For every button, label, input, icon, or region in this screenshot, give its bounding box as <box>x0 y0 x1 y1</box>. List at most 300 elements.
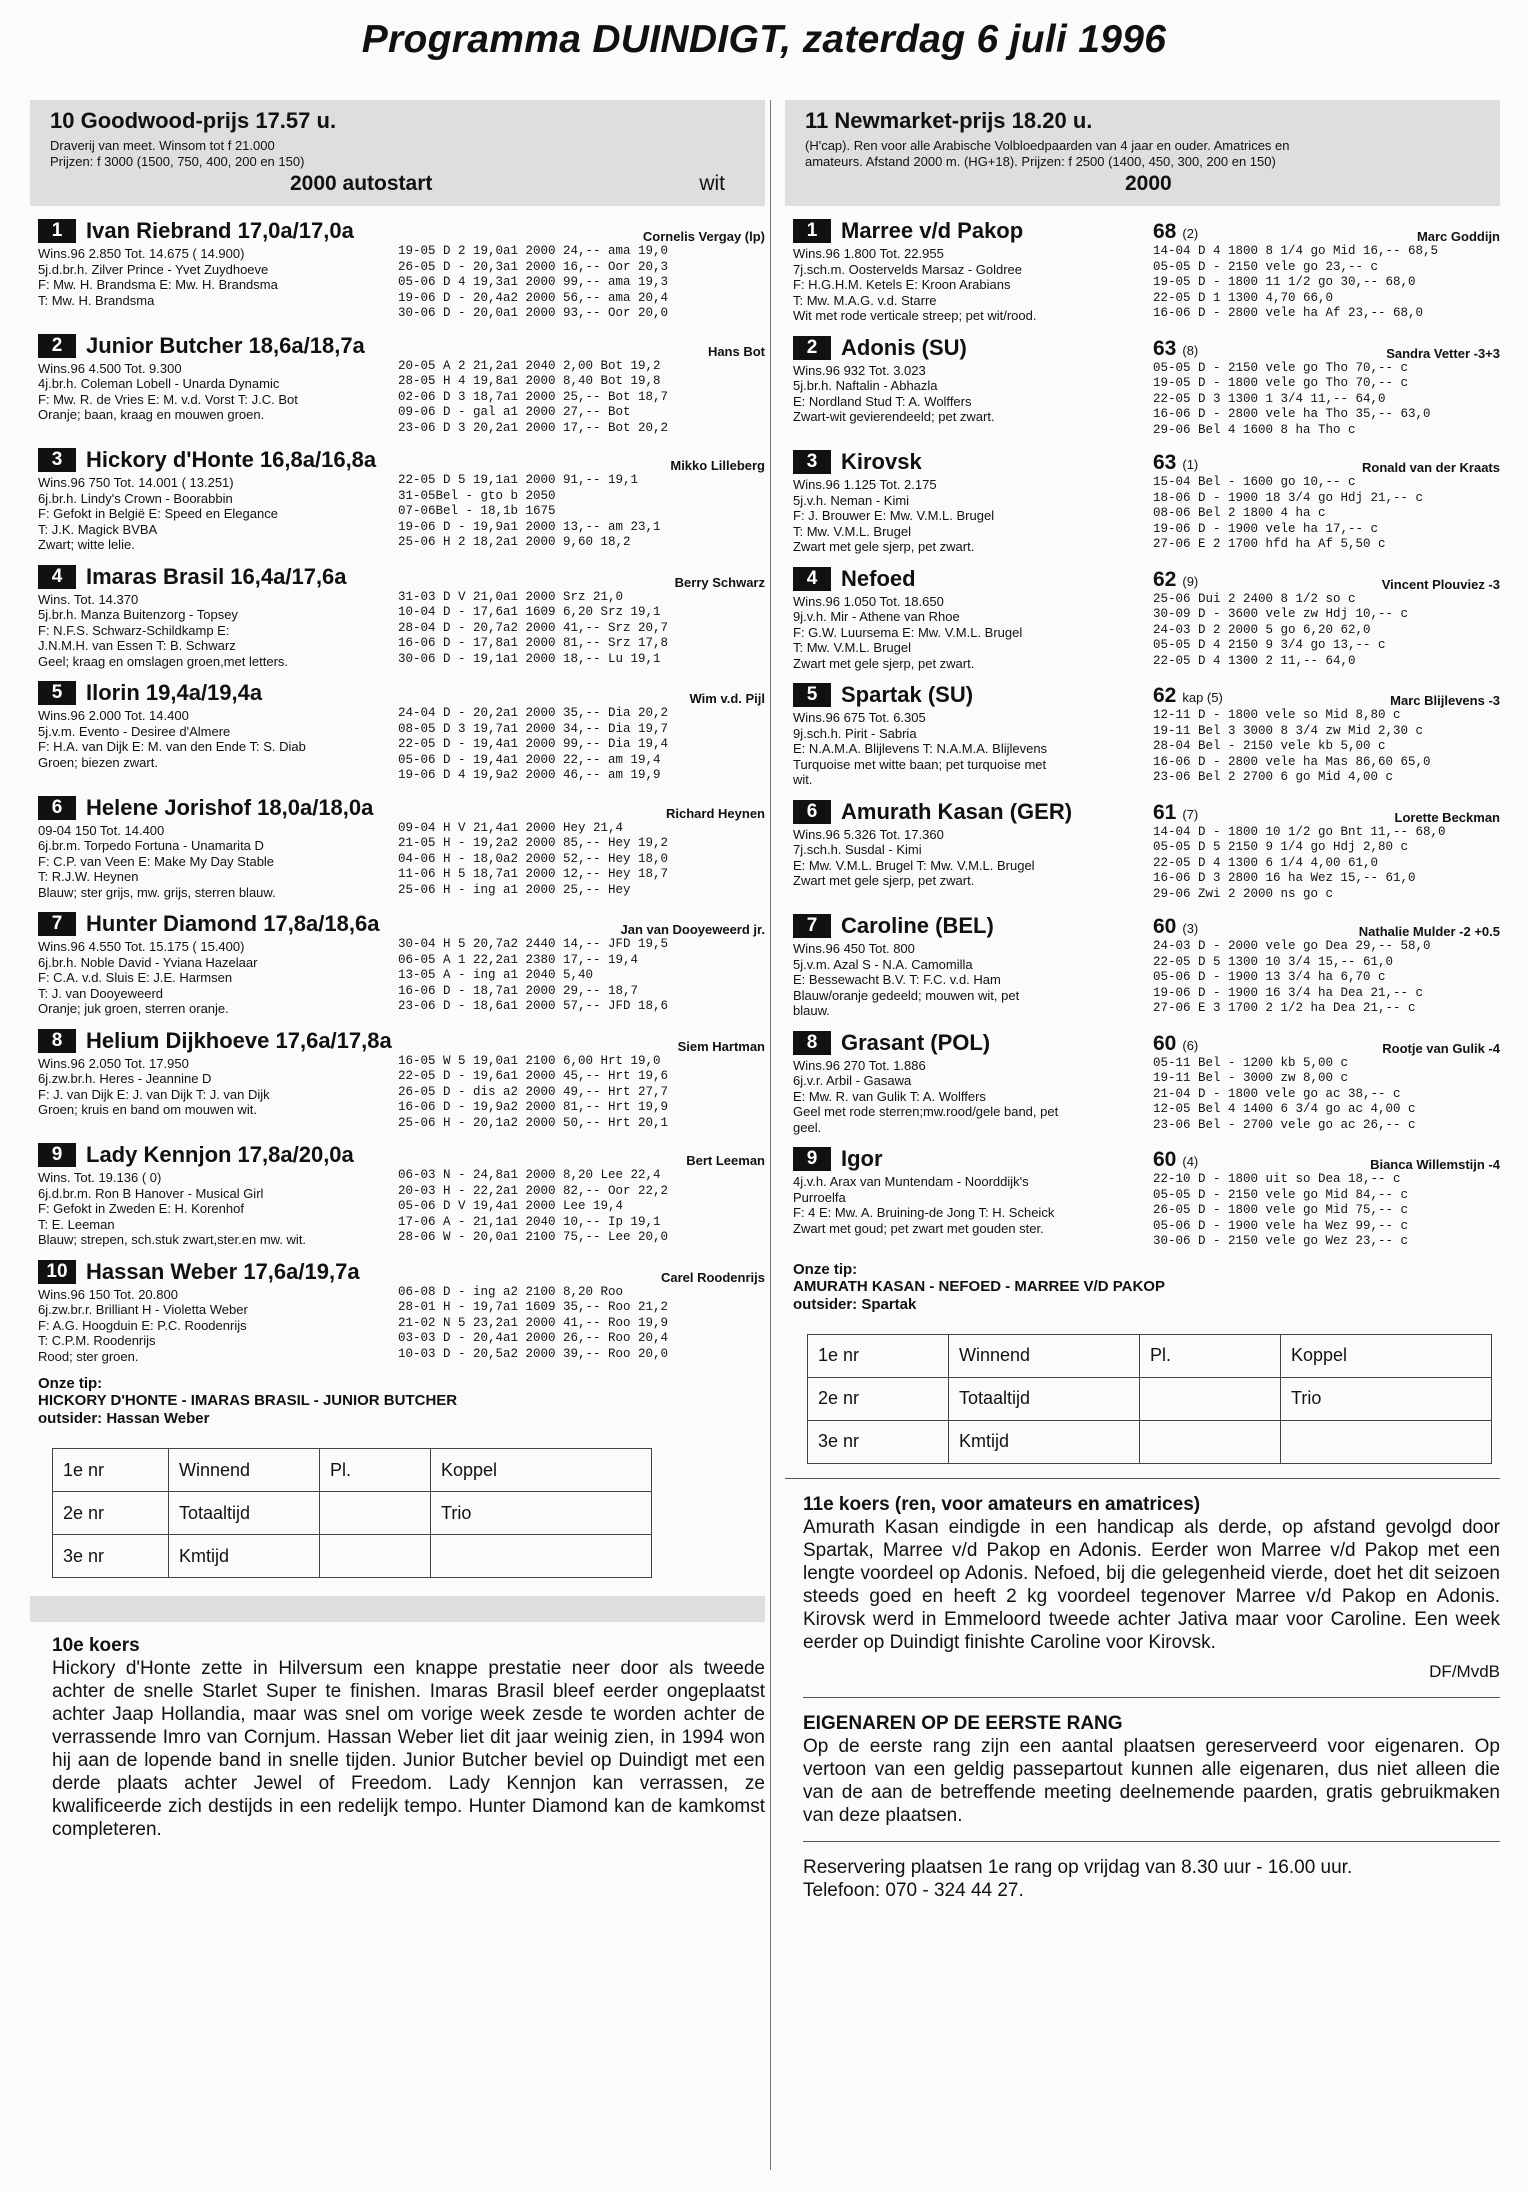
form-line: 22-10 D - 1800 uit so Dea 18,-- c <box>1153 1172 1401 1186</box>
horse-detail-line: Zwart-wit gevierendeeld; pet zwart. <box>793 409 995 424</box>
horse-number-badge: 4 <box>793 567 831 591</box>
horse-details <box>38 1170 398 1248</box>
horse-name: Imaras Brasil 16,4a/17,6a <box>86 563 347 589</box>
form-line: 30-04 H 5 20,7a2 2440 14,-- JFD 19,5 <box>398 937 669 951</box>
form-line: 04-06 H - 18,0a2 2000 52,-- Hey 18,0 <box>398 851 669 866</box>
rider-name: Rootje van Gulik -4 <box>1382 1040 1500 1056</box>
horse-detail-line: Wins.96 4.500 Tot. 9.300 <box>38 360 182 376</box>
form-line: 29-06 Zwi 2 2000 ns go c <box>1153 886 1334 901</box>
horse-rating <box>1153 1032 1198 1056</box>
horse-rating <box>1153 801 1198 825</box>
race-11-conditions: (H'cap). Ren voor alle Arabische Volbloedpaarden van 4 jaar en ouder. Amatrices en amateurs. Afstand 2000 m. (HG+18). Prijzen: f 2500 (1400, 450, 300, 200 en 150) <box>805 138 1290 169</box>
form-line: 26-05 D - 1800 vele go Mid 75,-- c <box>1153 1203 1409 1217</box>
horse-header <box>38 911 398 937</box>
divider <box>803 1841 1500 1842</box>
form-line: 14-04 D 4 1800 8 1/4 go Mid 16,-- 68,5 <box>1153 244 1439 258</box>
form-line: 05-05 D 5 2150 9 1/4 go Hdj 2,80 c <box>1153 840 1409 854</box>
form-line: 05-11 Bel - 1200 kb 5,00 c <box>1153 1055 1349 1070</box>
horse-detail-line: F: Mw. R. de Vries E: M. v.d. Vorst T: J.C. Bot <box>38 391 298 407</box>
form-line: 12-05 Bel 4 1400 6 3/4 go ac 4,00 c <box>1153 1102 1416 1116</box>
horse-number-badge: 6 <box>793 800 831 824</box>
horse-form <box>398 447 765 553</box>
horse-detail-line: Blauw; strepen, sch.stuk zwart,ster.en mw. wit. <box>38 1232 307 1247</box>
horse-number-badge: 6 <box>38 796 76 820</box>
horse-info <box>38 447 398 553</box>
form-line: 30-06 D - 20,0a1 2000 93,-- Oor 20,0 <box>398 306 669 320</box>
horse-detail-line: E: Nordland Stud T: A. Wolffers <box>793 393 972 409</box>
form-line: 12-11 D - 1800 vele so Mid 8,80 c <box>1153 708 1401 722</box>
horse-detail-line: T: Mw. H. Brandsma <box>38 292 155 308</box>
horse-detail-line: 6j.zw.br.h. Heres - Jeannine D <box>38 1071 212 1086</box>
form-line: 16-06 D - 19,9a2 2000 81,-- Hrt 19,9 <box>398 1100 669 1114</box>
horse-rating <box>1153 568 1198 592</box>
form-line: 22-05 D 3 1300 1 3/4 11,-- 64,0 <box>1153 391 1386 406</box>
form-line: 26-05 D - dis a2 2000 49,-- Hrt 27,7 <box>398 1084 669 1099</box>
horse-detail-line: 9j.v.h. Mir - Athene van Rhoe <box>793 609 960 624</box>
race-11-review-title: 11e koers (ren, voor amateurs en amatrices) <box>803 1493 1201 1515</box>
horse-detail-line: Rood; ster groen. <box>38 1348 139 1364</box>
horse-header <box>38 333 398 359</box>
horse-number-badge: 7 <box>38 912 76 936</box>
horse-info <box>38 680 398 784</box>
rating-value: 60 <box>1153 1148 1177 1171</box>
horse-number-badge: 2 <box>38 334 76 358</box>
horse-number-badge: 10 <box>38 1260 76 1284</box>
horse-entry <box>38 218 765 322</box>
horse-name: Caroline (BEL) <box>841 913 994 938</box>
form-line: 30-06 D - 19,1a1 2000 18,-- Lu 19,1 <box>398 651 661 666</box>
horse-name: Kirovsk <box>841 449 922 474</box>
form-line: 06-05 A 1 22,2a1 2380 17,-- 19,4 <box>398 952 639 967</box>
form-line: 15-04 Bel - 1600 go 10,-- c <box>1153 475 1356 489</box>
race-10-column <box>30 100 765 1841</box>
horse-detail-line: geel. <box>793 1119 822 1135</box>
horse-detail-line: F: J. van Dijk E: J. van Dijk T: J. van Dijk <box>38 1086 270 1102</box>
horse-info <box>793 799 1153 903</box>
form-line: 05-06 D - 1900 13 3/4 ha 6,70 c <box>1153 970 1386 984</box>
horse-name: Adonis (SU) <box>841 334 967 360</box>
start-position: (9) <box>1182 573 1199 589</box>
horse-header <box>793 566 1153 592</box>
horse-detail-line: Wins.96 1.800 Tot. 22.955 <box>793 246 944 261</box>
form-line: 22-05 D 5 1300 10 3/4 15,-- 61,0 <box>1153 954 1394 969</box>
horse-entry <box>793 335 1500 439</box>
horse-detail-line: 6j.d.br.m. Ron B Hanover - Musical Girl <box>38 1185 264 1201</box>
horse-rating <box>1153 684 1223 708</box>
divider <box>803 1697 1500 1698</box>
form-line: 24-04 D - 20,2a1 2000 35,-- Dia 20,2 <box>398 706 669 720</box>
horse-details <box>38 939 398 1017</box>
form-line: 23-06 D 3 20,2a1 2000 17,-- Bot 20,2 <box>398 420 669 435</box>
form-line: 02-06 D 3 18,7a1 2000 25,-- Bot 18,7 <box>398 389 669 404</box>
horse-name: Ilorin 19,4a/19,4a <box>86 680 263 705</box>
horse-detail-line: 09-04 150 Tot. 14.400 <box>38 822 165 838</box>
horse-detail-line: wit. <box>793 772 813 787</box>
horse-detail-line: E: Mw. R. van Gulik T: A. Wolffers <box>793 1088 986 1104</box>
horse-detail-line: 7j.sch.h. Susdal - Kimi <box>793 842 922 857</box>
horse-details <box>38 592 398 670</box>
horse-number-badge: 5 <box>38 681 76 705</box>
driver-name: Cornelis Vergay (lp) <box>642 229 765 244</box>
form-line: 16-06 D - 18,7a1 2000 29,-- 18,7 <box>398 983 639 998</box>
form-line: 09-04 H V 21,4a1 2000 Hey 21,4 <box>398 820 624 835</box>
form-line: 05-05 D - 2150 vele go Mid 84,-- c <box>1153 1187 1409 1202</box>
horse-details <box>793 594 1153 672</box>
horse-entry <box>38 1142 765 1248</box>
horse-detail-line: 4j.v.h. Arax van Muntendam - Noorddijk's <box>793 1174 1029 1189</box>
form-line: 08-06 Bel 2 1800 4 ha c <box>1153 506 1326 520</box>
horse-details <box>38 1287 398 1365</box>
horse-name: Junior Butcher 18,6a/18,7a <box>86 332 365 358</box>
horse-detail-line: 6j.br.m. Torpedo Fortuna - Unamarita D <box>38 838 264 853</box>
race-10-distance: 2000 autostart <box>290 172 433 195</box>
horse-detail-line: Zwart met gele sjerp, pet zwart. <box>793 873 975 888</box>
rider-name: Nathalie Mulder -2 +0.5 <box>1358 924 1500 939</box>
horse-details <box>38 1056 398 1118</box>
start-position: (6) <box>1182 1037 1199 1053</box>
horse-name: Grasant (POL) <box>841 1029 991 1055</box>
horse-form-header <box>1153 799 1500 825</box>
horse-rating <box>1153 451 1198 475</box>
horse-header <box>38 1142 398 1168</box>
horse-detail-line: blauw. <box>793 1003 830 1018</box>
form-line: 24-03 D 2 2000 5 go 6,20 62,0 <box>1153 622 1371 637</box>
horse-info <box>38 795 398 901</box>
form-line: 03-03 D - 20,4a1 2000 26,-- Roo 20,4 <box>398 1331 669 1345</box>
race-10-entries <box>30 218 765 1364</box>
horse-form-header <box>1153 1030 1500 1056</box>
form-line: 25-06 H - 20,1a2 2000 50,-- Hrt 20,1 <box>398 1115 669 1130</box>
form-line: 19-05 D - 1800 11 1/2 go 30,-- 68,0 <box>1153 275 1416 289</box>
horse-number-badge: 9 <box>38 1143 76 1167</box>
horse-detail-line: Zwart met gele sjerp, pet zwart. <box>793 539 975 554</box>
horse-rating <box>1153 337 1198 361</box>
horse-details <box>793 1174 1153 1236</box>
horse-details <box>793 941 1153 1019</box>
horse-detail-line: Wins.96 1.050 Tot. 18.650 <box>793 593 944 609</box>
horse-header <box>38 447 398 473</box>
form-line: 19-06 D - 20,4a2 2000 56,-- ama 20,4 <box>398 290 669 305</box>
horse-name: Nefoed <box>841 565 916 591</box>
horse-detail-line: E: N.A.M.A. Blijlevens T: N.A.M.A. Blijlevens <box>793 741 1048 756</box>
owners-text: Op de eerste rang zijn een aantal plaatsen gereserveerd voor eigenaren. Op vertoon van een geldig passepartout kunnen alle eigenaren, dus niet alleen die van de aan de betreffende meeting deelnemende paarden, gratis gebruikmaken van deze plaatsen. <box>803 1735 1500 1826</box>
horse-info <box>793 1030 1153 1136</box>
horse-name: Helium Dijkhoeve 17,6a/17,8a <box>86 1027 392 1053</box>
horse-detail-line: F: 4 E: Mw. A. Bruining-de Jong T: H. Scheick <box>793 1205 1055 1220</box>
form-line: 05-05 D - 2150 vele go Tho 70,-- c <box>1153 360 1409 375</box>
race-10-review-title: 10e koers <box>52 1635 140 1656</box>
horse-info <box>38 1142 398 1248</box>
race-11-review: Amurath Kasan eindigde in een handicap als derde, op afstand gevolgd door Spartak, Marree v/d Pakop en Adonis. Eerder won Marree v/d Pakop met een lengte voordeel op Adonis. Nefoed, bij die gelegenheid vierde, doet het dit seizoen steeds goed en heeft 2 kg voordeel tegenover Marree v/d Pakop en Adonis. Kirovsk werd in Emmeloord tweede achter Jativa maar voor Caroline. Een week eerder op Duindigt finishte Caroline voor Kirovsk. <box>803 1516 1500 1653</box>
horse-detail-line: 7j.sch.m. Oostervelds Marsaz - Goldree <box>793 261 1023 277</box>
horse-details <box>793 827 1153 889</box>
horse-detail-line: Wins.96 150 Tot. 20.800 <box>38 1286 178 1302</box>
horse-detail-line: Zwart; witte lelie. <box>38 537 135 552</box>
horse-header <box>38 1259 398 1285</box>
rider-name: Ronald van der Kraats <box>1362 460 1500 475</box>
horse-form <box>398 1028 765 1132</box>
horse-detail-line: T: R.J.W. Heynen <box>38 869 139 884</box>
owners-title: EIGENAREN OP DE EERSTE RANG <box>803 1712 1123 1734</box>
page-title: Programma DUINDIGT, zaterdag 6 juli 1996 <box>361 18 1167 61</box>
horse-detail-line: Oranje; juk groen, sterren oranje. <box>38 1001 229 1016</box>
form-line: 30-06 D - 2150 vele go Wez 23,-- c <box>1153 1234 1409 1248</box>
horse-details <box>38 708 398 770</box>
form-line: 07-06Bel - 18,1b 1675 <box>398 504 556 518</box>
form-line: 19-06 D 4 19,9a2 2000 46,-- am 19,9 <box>398 768 661 782</box>
race-11-distance: 2000 <box>1125 172 1172 195</box>
horse-form <box>1153 566 1500 672</box>
form-line: 24-03 D - 2000 vele go Dea 29,-- 58,0 <box>1153 939 1431 953</box>
form-line: 27-06 E 3 1700 2 1/2 ha Dea 21,-- c <box>1153 1001 1416 1015</box>
rating-value: 63 <box>1153 336 1177 360</box>
horse-info <box>38 333 398 437</box>
horse-detail-line: Wins.96 2.000 Tot. 14.400 <box>38 708 189 723</box>
horse-entry <box>793 218 1500 324</box>
race-10-outsider: outsider: Hassan Weber <box>38 1410 210 1427</box>
horse-form-header <box>398 447 765 473</box>
horse-entry <box>793 913 1500 1019</box>
race-11-entries <box>785 218 1500 1250</box>
horse-details <box>793 246 1153 324</box>
horse-detail-line: Wins.96 2.850 Tot. 14.675 ( 14.900) <box>38 246 245 261</box>
horse-detail-line: F: N.F.S. Schwarz-Schildkamp E: <box>38 622 230 638</box>
horse-form <box>398 564 765 670</box>
horse-number-badge: 5 <box>793 683 831 707</box>
horse-detail-line: E: Mw. V.M.L. Brugel T: Mw. V.M.L. Brugel <box>793 857 1035 873</box>
horse-form <box>398 218 765 322</box>
horse-form <box>398 1142 765 1248</box>
horse-number-badge: 9 <box>793 1147 831 1171</box>
horse-entry <box>38 1028 765 1132</box>
form-line: 09-06 D - gal a1 2000 27,-- Bot <box>398 405 631 419</box>
horse-header <box>793 218 1153 244</box>
horse-detail-line: Wins.96 5.326 Tot. 17.360 <box>793 826 944 842</box>
horse-details <box>38 246 398 308</box>
rider-name: Sandra Vetter -3+3 <box>1386 345 1500 361</box>
horse-form-header <box>1153 566 1500 592</box>
race-10-title: 10 Goodwood-prijs 17.57 u. <box>50 108 337 133</box>
form-line: 20-05 A 2 21,2a1 2040 2,00 Bot 19,2 <box>398 358 661 373</box>
horse-detail-line: 6j.br.h. Noble David - Yviana Hazelaar <box>38 954 258 970</box>
form-line: 05-06 D - 19,4a1 2000 22,-- am 19,4 <box>398 752 661 767</box>
divider <box>785 1478 1500 1479</box>
horse-form <box>1153 682 1500 788</box>
form-line: 17-06 A - 21,1a1 2040 10,-- Ip 19,1 <box>398 1214 661 1229</box>
form-line: 27-06 E 2 1700 hfd ha Af 5,50 c <box>1153 537 1386 551</box>
form-line: 16-06 D 3 2800 16 ha Wez 15,-- 61,0 <box>1153 871 1416 885</box>
race-10-conditions: Draverij van meet. Winsom tot f 21.000 Prijzen: f 3000 (1500, 750, 400, 200 en 150) <box>50 138 305 169</box>
horse-header <box>38 795 398 821</box>
horse-entry <box>38 447 765 553</box>
horse-header <box>793 449 1153 475</box>
horse-name: Lady Kennjon 17,8a/20,0a <box>86 1142 354 1167</box>
horse-detail-line: F: Gefokt in Zweden E: H. Korenhof <box>38 1201 244 1216</box>
form-line: 26-05 D - 20,3a1 2000 16,-- Oor 20,3 <box>398 259 669 274</box>
horse-rating <box>1153 220 1198 244</box>
horse-form-header <box>1153 218 1500 244</box>
horse-detail-line: Wins.96 1.125 Tot. 2.175 <box>793 477 937 492</box>
form-line: 05-06 D V 19,4a1 2000 Lee 19,4 <box>398 1199 624 1213</box>
horse-form-header <box>398 333 765 359</box>
horse-form-header <box>398 218 765 244</box>
form-line: 19-06 D - 1900 vele ha 17,-- c <box>1153 521 1379 536</box>
start-position: (1) <box>1182 457 1199 472</box>
horse-form <box>398 333 765 437</box>
horse-detail-line: 9j.sch.h. Pirit - Sabria <box>793 725 917 741</box>
horse-detail-line: Wins. Tot. 14.370 <box>38 591 139 607</box>
rider-name: Bianca Willemstijn -4 <box>1370 1157 1500 1172</box>
horse-detail-line: Geel; kraag en omslagen groen,met letters. <box>38 653 289 669</box>
form-line: 22-05 D 1 1300 4,70 66,0 <box>1153 290 1334 305</box>
horse-form <box>398 680 765 784</box>
horse-form-header <box>398 1142 765 1168</box>
horse-details <box>793 1058 1153 1136</box>
form-line: 16-06 D - 2800 vele ha Mas 86,60 65,0 <box>1153 754 1431 769</box>
horse-form <box>1153 218 1500 324</box>
form-line: 10-04 D - 17,6a1 1609 6,20 Srz 19,1 <box>398 605 661 619</box>
rating-value: 62 <box>1153 684 1177 707</box>
horse-detail-line: Wins.96 675 Tot. 6.305 <box>793 710 926 725</box>
horse-form <box>1153 335 1500 439</box>
horse-detail-line: F: C.A. v.d. Sluis E: J.E. Harmsen <box>38 970 233 985</box>
horse-detail-line: Groen; biezen zwart. <box>38 754 158 770</box>
horse-number-badge: 3 <box>793 450 831 474</box>
horse-detail-line: T: J.K. Magick BVBA <box>38 521 158 537</box>
horse-form <box>1153 799 1500 903</box>
horse-detail-line: Oranje; baan, kraag en mouwen groen. <box>38 407 265 422</box>
horse-name: Igor <box>841 1146 883 1171</box>
horse-form-header <box>398 1028 765 1054</box>
horse-form-header <box>398 1259 765 1285</box>
horse-header <box>793 913 1153 939</box>
horse-info <box>793 218 1153 324</box>
form-line: 13-05 A - ing a1 2040 5,40 <box>398 968 594 982</box>
horse-detail-line: Wins.96 270 Tot. 1.886 <box>793 1057 926 1073</box>
race-10-tip-label: Onze tip: <box>38 1375 103 1392</box>
horse-entry <box>793 1146 1500 1250</box>
form-line: 21-04 D - 1800 vele go ac 38,-- c <box>1153 1086 1401 1101</box>
horse-header <box>793 799 1153 825</box>
form-line: 06-03 N - 24,8a1 2000 8,20 Lee 22,4 <box>398 1168 661 1182</box>
form-line: 05-05 D 4 2150 9 3/4 go 13,-- c <box>1153 638 1386 652</box>
driver-name: Mikko Lilleberg <box>670 458 765 473</box>
horse-rating <box>1153 1148 1198 1172</box>
horse-form <box>1153 449 1500 555</box>
horse-detail-line: T: C.P.M. Roodenrijs <box>38 1333 156 1348</box>
horse-detail-line: 6j.br.h. Lindy's Crown - Boorabbin <box>38 490 233 506</box>
horse-detail-line: J.N.M.H. van Essen T: B. Schwarz <box>38 638 236 653</box>
form-line: 29-06 Bel 4 1600 8 ha Tho c <box>1153 422 1356 437</box>
horse-form-header <box>1153 335 1500 361</box>
rating-value: 60 <box>1153 1031 1177 1055</box>
horse-header <box>793 682 1153 708</box>
horse-form-header <box>1153 682 1500 708</box>
horse-form <box>398 911 765 1017</box>
horse-detail-line: 5j.v.m. Azal S - N.A. Camomilla <box>793 956 973 972</box>
form-line: 05-06 D - 1900 vele ha Wez 99,-- c <box>1153 1218 1409 1233</box>
horse-form <box>1153 1146 1500 1250</box>
form-line: 23-06 Bel 2 2700 6 go Mid 4,00 c <box>1153 770 1394 784</box>
horse-detail-line: Wins.96 932 Tot. 3.023 <box>793 362 926 378</box>
horse-detail-line: 6j.v.r. Arbil - Gasawa <box>793 1073 912 1088</box>
horse-detail-line: Wins.96 4.550 Tot. 15.175 ( 15.400) <box>38 939 245 954</box>
horse-form-header <box>398 564 765 590</box>
horse-detail-line: Zwart met goud; pet zwart met gouden ster. <box>793 1220 1044 1236</box>
horse-form <box>398 795 765 901</box>
horse-name: Hunter Diamond 17,8a/18,6a <box>86 911 380 936</box>
form-line: 16-06 D - 2800 vele ha Af 23,-- 68,0 <box>1153 306 1424 320</box>
start-position: (7) <box>1182 806 1199 822</box>
start-position: (3) <box>1182 921 1199 936</box>
form-line: 16-06 D - 17,8a1 2000 81,-- Srz 17,8 <box>398 636 669 650</box>
horse-number-badge: 8 <box>38 1029 76 1053</box>
form-line: 19-05 D - 1800 vele go Tho 70,-- c <box>1153 376 1409 390</box>
horse-form-header <box>1153 1146 1500 1172</box>
horse-name: Hassan Weber 17,6a/19,7a <box>86 1258 360 1284</box>
form-line: 31-03 D V 21,0a1 2000 Srz 21,0 <box>398 589 624 604</box>
race-11-title: 11 Newmarket-prijs 18.20 u. <box>805 108 1093 133</box>
rating-value: 68 <box>1153 220 1177 243</box>
horse-name: Spartak (SU) <box>841 682 974 707</box>
horse-detail-line: T: Mw. M.A.G. v.d. Starre <box>793 292 937 308</box>
horse-detail-line: F: H.A. van Dijk E: M. van den Ende T: S. Diab <box>38 739 306 754</box>
horse-name: Hickory d'Honte 16,8a/16,8a <box>86 447 377 472</box>
horse-number-badge: 1 <box>793 219 831 243</box>
rating-value: 63 <box>1153 451 1177 474</box>
race-10-bet-table: 1e nr Winnend Pl. Koppel 2e nr Totaaltijd Trio 3e nr Kmtijd <box>52 1448 652 1578</box>
race-11-header <box>785 100 1500 206</box>
form-line: 22-05 D - 19,4a1 2000 99,-- Dia 19,4 <box>398 737 669 751</box>
horse-form-header <box>398 680 765 706</box>
phone-text: Telefoon: 070 - 324 44 27. <box>803 1879 1024 1901</box>
form-line: 16-06 D - 2800 vele ha Tho 35,-- 63,0 <box>1153 407 1431 421</box>
horse-details <box>38 475 398 553</box>
form-line: 22-05 D 4 1300 2 11,-- 64,0 <box>1153 653 1356 668</box>
horse-info <box>38 911 398 1017</box>
rating-value: 62 <box>1153 567 1177 591</box>
horse-form-header <box>398 795 765 821</box>
horse-detail-line: Geel met rode sterren;mw.rood/gele band, pet <box>793 1104 1059 1119</box>
horse-number-badge: 3 <box>38 448 76 472</box>
form-line: 25-06 Dui 2 2400 8 1/2 so c <box>1153 591 1356 606</box>
horse-details <box>793 363 1153 425</box>
horse-number-badge: 7 <box>793 914 831 938</box>
form-line: 16-05 W 5 19,0a1 2100 6,00 Hrt 19,0 <box>398 1053 661 1068</box>
horse-info <box>793 913 1153 1019</box>
horse-form <box>1153 913 1500 1019</box>
grey-band <box>30 1596 765 1622</box>
horse-detail-line: 5j.v.h. Neman - Kimi <box>793 492 910 508</box>
form-line: 23-06 Bel - 2700 vele go ac 26,-- c <box>1153 1117 1416 1132</box>
horse-form <box>398 1259 765 1365</box>
horse-name: Marree v/d Pakop <box>841 218 1024 243</box>
rating-value: 61 <box>1153 800 1177 824</box>
form-line: 28-04 Bel - 2150 vele kb 5,00 c <box>1153 739 1386 753</box>
horse-info <box>793 682 1153 788</box>
horse-header <box>38 564 398 590</box>
horse-details <box>38 361 398 423</box>
form-line: 05-06 D 4 19,3a1 2000 99,-- ama 19,3 <box>398 275 669 289</box>
race-11-tip: AMURATH KASAN - NEFOED - MARREE V/D PAKOP <box>793 1277 1165 1295</box>
horse-header <box>38 680 398 706</box>
form-line: 14-04 D - 1800 10 1/2 go Bnt 11,-- 68,0 <box>1153 824 1446 839</box>
form-line: 25-06 H 2 18,2a1 2000 9,60 18,2 <box>398 535 631 549</box>
form-line: 08-05 D 3 19,7a1 2000 34,-- Dia 19,7 <box>398 721 669 736</box>
driver-name: Siem Hartman <box>677 1038 765 1054</box>
form-line: 21-02 N 5 23,2a1 2000 41,-- Roo 19,9 <box>398 1315 669 1330</box>
form-line: 22-05 D - 19,6a1 2000 45,-- Hrt 19,6 <box>398 1069 669 1083</box>
